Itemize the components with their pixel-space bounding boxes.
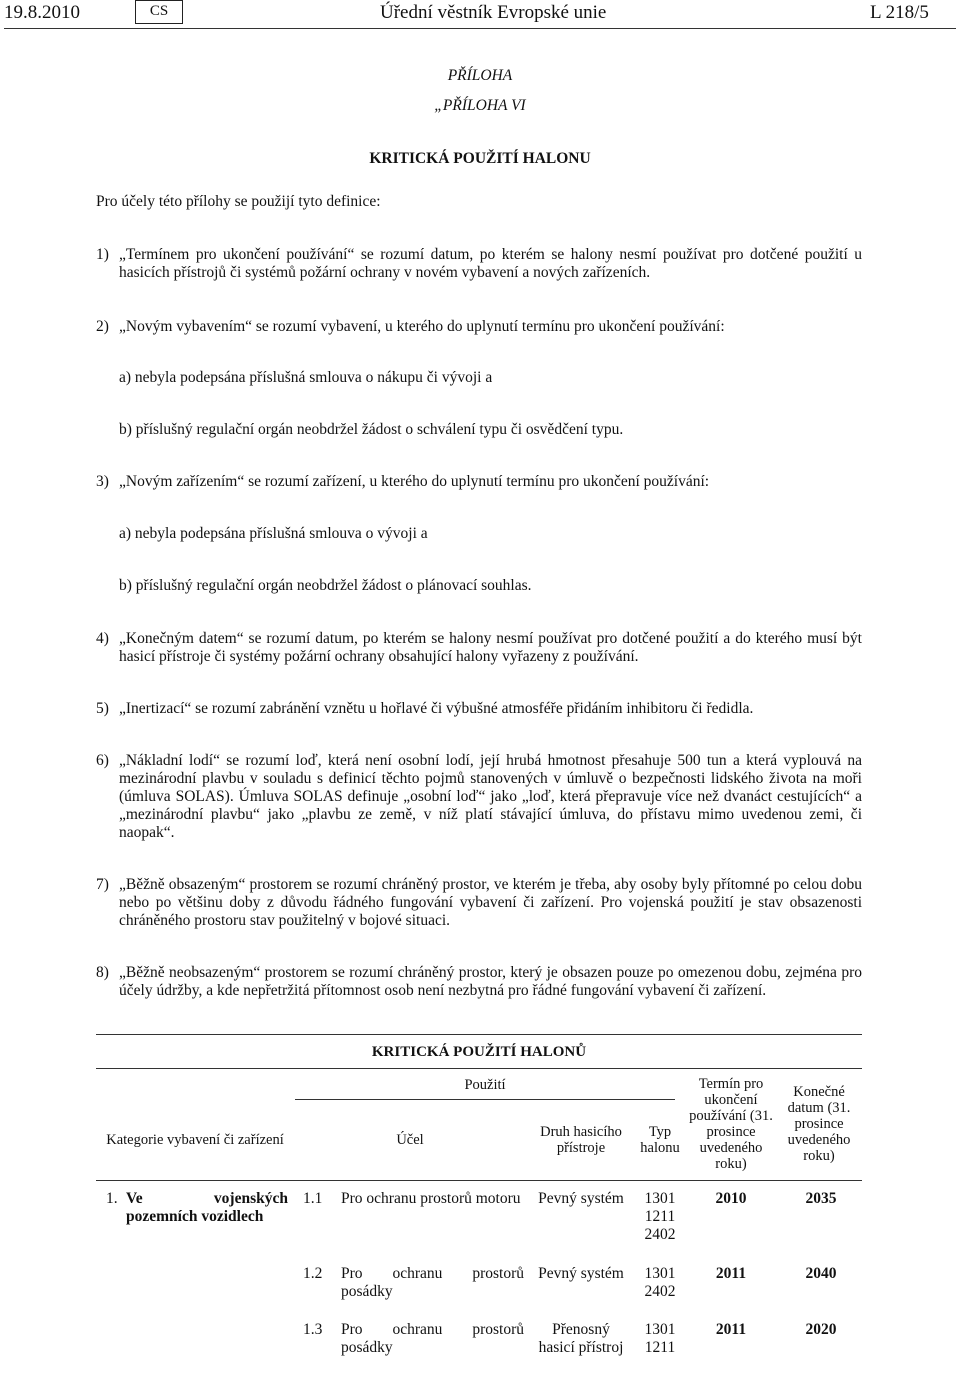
row-cutoff-year: 2010 bbox=[715, 1190, 747, 1207]
row-code: 1.1 bbox=[303, 1190, 323, 1207]
row-end-year: 2020 bbox=[805, 1321, 837, 1338]
annex-title: PŘÍLOHA bbox=[447, 67, 513, 84]
header-date: 19.8.2010 bbox=[4, 2, 80, 23]
def-6-text: „Nákladní lodí“ se rozumí loď, která není osobní lodí, její hrubá hmotnost přesahuje 500 tun a která vyplouvá na mezinárodní plavbu v souladu s definicí těchto pojmů stanovených v úmluvě o bezpečnosti lidského života na moři (úmluva SOLAS). Úmluva SOLAS definuje „osobní loď“ jako „loď, která přepravuje více než dvanáct cestujících“ a „mezinárodní plavbu“ jako „plavbu ze země, v níž platí stávající úmluva, do přístavu mimo uvedenou zemi, či naopak“. bbox=[119, 752, 862, 841]
annex-subtitle: „PŘÍLOHA VI bbox=[434, 97, 526, 114]
def-2-item-a: a) nebyla podepsána příslušná smlouva o nákupu či vývoji a bbox=[119, 369, 493, 386]
header-halon-type: Typ halonu bbox=[640, 1124, 680, 1156]
def-2-number: 2) bbox=[96, 318, 109, 335]
def-3-item-b: b) příslušný regulační orgán neobdržel žádost o plánovací souhlas. bbox=[119, 577, 532, 594]
annex-heading: KRITICKÁ POUŽITÍ HALONU bbox=[369, 150, 591, 167]
row-halons: 1301 2402 bbox=[644, 1265, 676, 1300]
def-4-number: 4) bbox=[96, 630, 109, 647]
page-number: L 218/5 bbox=[870, 2, 929, 23]
intro-text: Pro účely této přílohy se použijí tyto definice: bbox=[96, 193, 381, 210]
def-2-text: „Novým vybavením“ se rozumí vybavení, u kterého do uplynutí termínu pro ukončení používání: bbox=[119, 318, 725, 335]
row-purpose: Pro ochranu prostorů posádky bbox=[341, 1265, 524, 1300]
row-halons: 1301 1211 2402 bbox=[644, 1190, 676, 1243]
def-1-text: „Termínem pro ukončení používání“ se rozumí datum, po kterém se halony nesmí používat pro dotčené použití u hasicích přístrojů či systémů požární ochrany v novém vybavení a nových zařízeních. bbox=[119, 246, 862, 281]
row-cutoff-year: 2011 bbox=[715, 1265, 747, 1282]
row-agent: Pevný systém bbox=[538, 1190, 624, 1207]
table-top-rule bbox=[96, 1034, 862, 1035]
header-use-rule bbox=[295, 1099, 675, 1100]
def-7-number: 7) bbox=[96, 876, 109, 893]
header-rule bbox=[4, 28, 956, 29]
def-3-item-a: a) nebyla podepsána příslušná smlouva o vývoji a bbox=[119, 525, 428, 542]
def-6-number: 6) bbox=[96, 752, 109, 769]
header-bottom-rule bbox=[96, 1180, 862, 1181]
table-title-rule bbox=[96, 1068, 862, 1069]
def-8-text: „Běžně neobsazeným“ prostorem se rozumí chráněný prostor, který je obsazen pouze po omezenou dobu, zejména pro účely údržby, a kde nepřetržitá přítomnost osob není nezbytná pro řádné fungování vybavení či zařízení. bbox=[119, 964, 862, 999]
row-purpose: Pro ochranu prostorů motoru bbox=[341, 1190, 521, 1207]
language-badge: CS bbox=[135, 0, 183, 24]
def-2-item-b: b) příslušný regulační orgán neobdržel žádost o schválení typu či osvědčení typu. bbox=[119, 421, 624, 438]
def-3-text: „Novým zařízením“ se rozumí zařízení, u kterého do uplynutí termínu pro ukončení používání: bbox=[119, 473, 710, 490]
header-use: Použití bbox=[464, 1077, 506, 1093]
header-agent: Druh hasicího přístroje bbox=[540, 1124, 622, 1156]
def-7-text: „Běžně obsazeným“ prostorem se rozumí chráněný prostor, ve kterém je třeba, aby osoby byly přítomné po celou dobu nebo po většinu doby z důvodu řádného fungování vybavení či zařízení. Pro vojenská použití je stav obsazenosti chráněného prostoru stav použitelný v bojové situaci. bbox=[119, 876, 862, 929]
row-end-year: 2035 bbox=[805, 1190, 837, 1207]
category-1-label: Ve vojenských pozemních vozidlech bbox=[126, 1190, 288, 1225]
def-8-number: 8) bbox=[96, 964, 109, 981]
header-purpose: Účel bbox=[396, 1132, 424, 1148]
def-5-text: „Inertizací“ se rozumí zabránění vznětu u hořlavé či výbušné atmosféře přidáním inhibitoru či ředidla. bbox=[119, 700, 754, 717]
header-end-date: Konečné datum (31. prosince uvedeného roku) bbox=[787, 1084, 851, 1164]
row-code: 1.3 bbox=[303, 1321, 323, 1338]
row-cutoff-year: 2011 bbox=[715, 1321, 747, 1338]
header-category: Kategorie vybavení či zařízení bbox=[106, 1132, 284, 1148]
row-purpose: Pro ochranu prostorů posádky bbox=[341, 1321, 524, 1356]
row-code: 1.2 bbox=[303, 1265, 323, 1282]
row-agent: Přenosný hasicí přístroj bbox=[538, 1321, 624, 1356]
row-agent: Pevný systém bbox=[538, 1265, 624, 1282]
row-end-year: 2040 bbox=[805, 1265, 837, 1282]
def-1-number: 1) bbox=[96, 246, 109, 263]
table-title: KRITICKÁ POUŽITÍ HALONŮ bbox=[371, 1044, 587, 1060]
row-halons: 1301 1211 bbox=[644, 1321, 676, 1356]
def-3-number: 3) bbox=[96, 473, 109, 490]
def-5-number: 5) bbox=[96, 700, 109, 717]
header-cutoff: Termín pro ukončení používání (31. prosince uvedeného roku) bbox=[689, 1076, 773, 1172]
def-4-text: „Konečným datem“ se rozumí datum, po kterém se halony nesmí používat pro dotčené použití a do kterého musí být hasicí přístroje či systémy požární ochrany obsahující halony vyřazeny z používání. bbox=[119, 630, 862, 665]
category-1-number: 1. bbox=[106, 1190, 118, 1207]
journal-title: Úřední věstník Evropské unie bbox=[380, 2, 607, 23]
